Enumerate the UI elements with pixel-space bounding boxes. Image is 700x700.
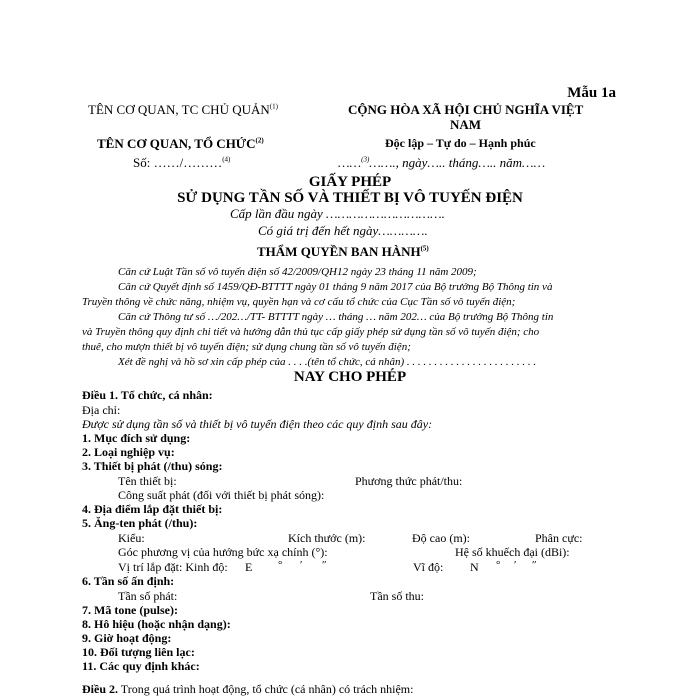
antenna-height-label: Độ cao (m): bbox=[412, 531, 470, 545]
issued-date: Cấp lần đầu ngày …………………………. bbox=[230, 206, 445, 221]
form-number: Mẫu 1a bbox=[567, 85, 616, 101]
item-tone-code: 7. Mã tone (pulse): bbox=[82, 603, 178, 617]
nation-name-line2: NAM bbox=[450, 117, 482, 132]
preamble-line: Truyền thông về chức năng, nhiệm vụ, quyền hạn và cơ cấu tổ chức của Cục Tần số vô tuyến điện; bbox=[82, 296, 516, 308]
longitude-second-mark: ″ bbox=[322, 559, 327, 571]
rx-frequency-label: Tần số thu: bbox=[370, 589, 424, 603]
item-install-location: 4. Địa điểm lắp đặt thiết bị: bbox=[82, 502, 223, 516]
item-service-type: 2. Loại nghiệp vụ: bbox=[82, 445, 175, 459]
preamble-line: và Truyền thông quy định chi tiết và hướng dẫn thủ tục cấp giấy phép sử dụng tần số vô tuyến điện; cho bbox=[82, 326, 540, 338]
latitude-label: Vĩ độ: bbox=[413, 560, 444, 574]
antenna-azimuth-label: Góc phương vị của hướng bức xạ chính (°): bbox=[118, 545, 328, 559]
title-line1: GIẤY PHÉP bbox=[308, 174, 392, 190]
item-purpose: 1. Mục đích sử dụng: bbox=[82, 431, 191, 445]
address-label: Địa chỉ: bbox=[82, 403, 121, 417]
antenna-size-label: Kích thước (m): bbox=[288, 531, 366, 545]
item-operating-hours: 9. Giờ hoạt động: bbox=[82, 631, 172, 645]
latitude-degree-mark: ° bbox=[496, 559, 501, 571]
longitude-hemisphere: E bbox=[245, 560, 253, 574]
agency-name: TÊN CƠ QUAN, TỔ CHỨC$^{(2)}$ bbox=[97, 136, 264, 151]
device-name-label: Tên thiết bị: bbox=[118, 474, 177, 488]
item-assigned-frequency: 6. Tần số ấn định: bbox=[82, 574, 175, 588]
parent-agency: TÊN CƠ QUAN, TC CHỦ QUẢN$^{(1)}$ bbox=[88, 102, 278, 117]
article2-text: Trong quá trình hoạt động, tổ chức (cá nhân) có trách nhiệm: bbox=[120, 682, 414, 696]
latitude-second-mark: ″ bbox=[532, 559, 537, 571]
preamble-line: Căn cứ Quyết định số 1459/QĐ-BTTTT ngày 01 tháng 9 năm 2017 của Bộ trưởng Bộ Thông tin và bbox=[118, 281, 553, 293]
antenna-gain-label: Hệ số khuếch đại (dBi): bbox=[455, 545, 570, 559]
item-call-sign: 8. Hô hiệu (hoặc nhận dạng): bbox=[82, 617, 231, 631]
article1-heading: Điều 1. Tổ chức, cá nhân: bbox=[82, 388, 213, 402]
valid-until: Có giá trị đến hết ngày…………. bbox=[258, 223, 428, 238]
title-line2: SỬ DỤNG TẦN SỐ VÀ THIẾT BỊ VÔ TUYẾN ĐIỆN bbox=[177, 190, 523, 206]
item-contact-party: 10. Đối tượng liên lạc: bbox=[82, 645, 195, 659]
tx-power-label: Công suất phát (đối với thiết bị phát sóng): bbox=[118, 488, 325, 502]
antenna-location-label: Vị trí lắp đặt: Kinh độ: bbox=[118, 560, 228, 574]
permit-heading: NAY CHO PHÉP bbox=[293, 369, 407, 385]
article2 bbox=[82, 683, 413, 697]
preamble-line: Căn cứ Luật Tần số vô tuyến điện số 42/2009/QH12 ngày 23 tháng 11 năm 2009; bbox=[118, 266, 477, 278]
preamble-line: Căn cứ Thông tư số …/202…/TT- BTTTT ngày … tháng … năm 202… của Bộ trưởng Bộ Thông tin bbox=[118, 311, 554, 323]
preamble-line: thuê, cho mượn thiết bị vô tuyến điện; sử dụng chung tần số vô tuyến điện; bbox=[82, 341, 411, 353]
antenna-type-label: Kiểu: bbox=[118, 531, 145, 545]
item-antenna: 5. Ăng-ten phát (/thu): bbox=[82, 516, 198, 530]
preamble-line: Xét đề nghị và hồ sơ xin cấp phép của . . . .(tên tổ chức, cá nhân) . . . . . . . . . . . . . . . . . . . . . . . . bbox=[118, 356, 537, 368]
motto: Độc lập – Tự do – Hạnh phúc bbox=[385, 136, 536, 150]
antenna-polarization-label: Phân cực: bbox=[535, 531, 583, 545]
article2-heading: Điều 2. bbox=[82, 682, 118, 696]
latitude-minute-mark: ′ bbox=[514, 559, 517, 571]
longitude-degree-mark: ° bbox=[278, 559, 283, 571]
place-date: ……$^{(3)}$……., ngày….. tháng….. năm…… bbox=[338, 155, 546, 170]
longitude-minute-mark: ′ bbox=[300, 559, 303, 571]
nation-name: CỘNG HÒA XÃ HỘI CHỦ NGHĨA VIỆT bbox=[348, 102, 584, 117]
item-other-rules: 11. Các quy định khác: bbox=[82, 659, 200, 673]
article1-intro: Được sử dụng tần số và thiết bị vô tuyến điện theo các quy định sau đây: bbox=[82, 417, 433, 431]
document-number: Số: ……/………$^{(4)}$ bbox=[133, 155, 231, 170]
tx-method-label: Phương thức phát/thu: bbox=[355, 474, 463, 488]
tx-frequency-label: Tần số phát: bbox=[118, 589, 178, 603]
item-transmitter: 3. Thiết bị phát (/thu) sóng: bbox=[82, 459, 223, 473]
latitude-hemisphere: N bbox=[470, 560, 479, 574]
issuing-authority: THẨM QUYỀN BAN HÀNH$^{(5)}$ bbox=[257, 244, 429, 259]
